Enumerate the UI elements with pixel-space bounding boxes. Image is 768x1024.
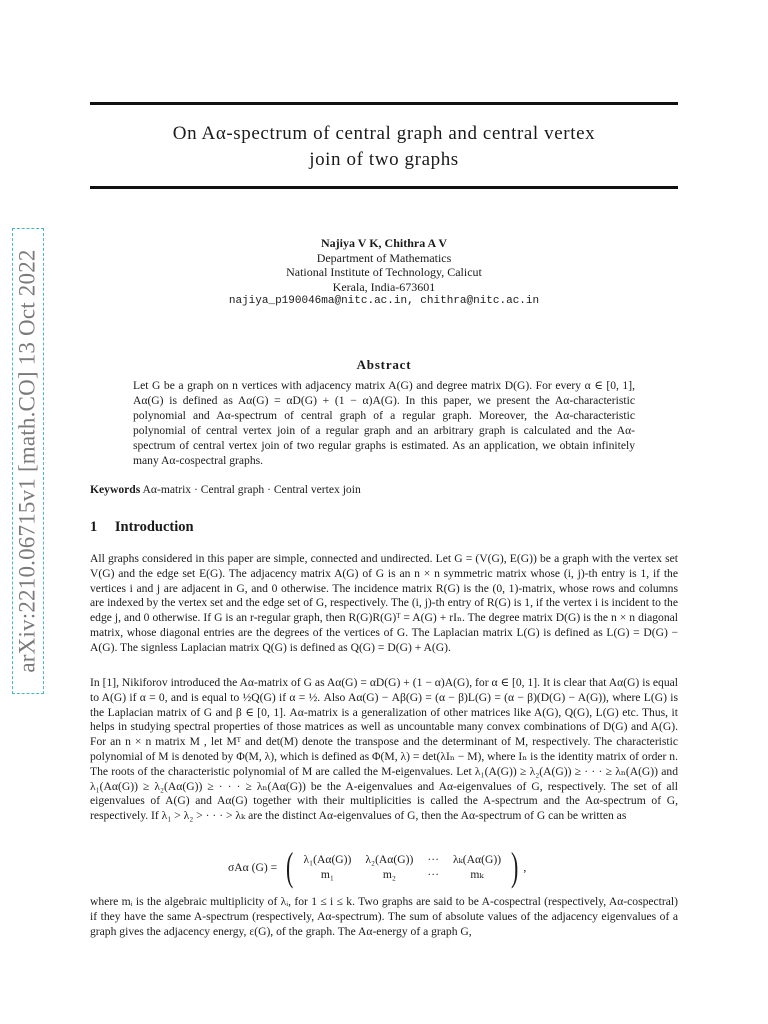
intro-paragraph-3: where mᵢ is the algebraic multiplicity of λᵢ, for 1 ≤ i ≤ k. Two graphs are said to be A-cospectral (respectively, Aα-cospectral) if they have the same A-spectrum (respectively, Aα-spectrum). The sum of absolute values of the adjacency eigenvalues of a graph gives the adjacency energy, ε(G), of the graph. The Aα-energy of a graph G, [90,895,678,938]
abstract-heading: Abstract [356,357,412,372]
keywords-text: Aα-matrix · Central graph · Central vertex join [142,483,361,496]
matrix-cell: ··· [427,853,439,866]
section-heading [90,519,194,536]
title-bottom-rule [90,186,678,189]
title-line-2: join of two graphs [309,149,459,170]
section-number: 1 [90,519,98,535]
author-block [90,236,678,309]
intro-paragraph-1: All graphs considered in this paper are simple, connected and undirected. Let G = (V(G), E(G)) be a graph with the vertex set V(G) and the edge set E(G). The adjacency matrix A(G) of G is an n × n symmetric matrix whose (i, j)-th entry is 1, if the vertices i and j are adjacent in G, and 0 otherwise. The incidence matrix R(G) is the (0, 1)-matrix, whose rows and columns are indexed by the vertex set and the edge set of G, respectively. The (i, j)-th entry of R(G) is 1, if the vertex i is incident to the edge j, and 0 otherwise. If G is an r-regular graph, then R(G)R(G)ᵀ = A(G) + rIₙ. The degree matrix D(G) is the n × n diagonal matrix, whose diagonal entries are the degrees of the vertices of G. The Laplacian matrix L(G) is defined as L(G) = D(G) − A(G). The signless Laplacian matrix Q(G) is defined as Q(G) = D(G) + A(G). [90,552,678,654]
title-top-rule [90,102,678,105]
matrix-cell: ··· [427,868,439,881]
title-line-1: On Aα-spectrum of central graph and central vertex [172,123,596,144]
spectrum-equation [228,844,527,889]
paper-title [90,121,678,173]
author-emails: najiya_p190046ma@nitc.ac.in, chithra@nitc.ac.in [228,295,540,307]
spectrum-matrix [296,852,508,882]
author-institute: National Institute of Technology, Calicut [286,265,482,279]
matrix-cell: mₖ [470,868,484,881]
keywords-label: Keywords [90,483,141,496]
abstract-text: Let G be a graph on n vertices with adjacency matrix A(G) and degree matrix D(G). For every α ∈ [0, 1], Aα(G) is defined as Aα(G) = αD(G) + (1 − α)A(G). In this paper, we present the Aα-characteristic polynomial and Aα-spectrum of central graph of a regular graph. Moreover, the Aα-characteristic polynomial of central vertex join of a regular graph and an arbitrary graph is calculated and the Aα-spectrum of central vertex join of two regular graphs is estimated. As an application, we obtain infinitely many Aα-cospectral graphs. [133,379,635,467]
matrix-cell: m₂ [382,868,396,881]
matrix-cell: λₖ(Aα(G)) [452,853,502,866]
keywords-line [90,483,361,496]
matrix-cell: λ₁(Aα(G)) [303,853,352,866]
equation-tail: , [523,860,527,874]
matrix-cell: m₁ [320,868,334,881]
section-title: Introduction [114,519,194,535]
left-paren: ( [286,844,294,889]
author-department: Department of Mathematics [316,250,452,265]
intro-paragraph-2: In [1], Nikiforov introduced the Aα-matrix of G as Aα(G) = αD(G) + (1 − α)A(G), for α ∈ [0, 1]. It is clear that Aα(G) is equal to A(G) if α = 0, and is equal to ½Q(G) if α = ½. Also Aα(G) − Aβ(G) = (α − β)L(G) = (α − β)(D(G) − A(G)), where L(G) is the Laplacian matrix of G and β ∈ [0, 1]. Aα-matrix is a generalization of other matrices like A(G), Q(G), L(G) etc. Thus, it helps in studying spectral properties of those matrices as well as uncountable many convex combinations of D(G) and A(G). For an n × n matrix M , let Mᵀ and det(M) denote the transpose and the determinant of M, respectively. The characteristic polynomial of M is denoted by Φ(M, λ), which is defined as Φ(M, λ) = det(λIₙ − M), where Iₙ is the identity matrix of order n. The roots of the characteristic polynomial of M are called the M-eigenvalues. Let λ₁(A(G)) ≥ λ₂(A(G)) ≥ · · · ≥ λₙ(A(G)) and λ₁(Aα(G)) ≥ λ₂(Aα(G)) ≥ · · · ≥ λₙ(Aα(G)) be the A-eigenvalues and Aα-eigenvalues of G, respectively. The set of all eigenvalues of A(G) and Aα(G) together with their multiplicities is called the A-spectrum and the Aα-spectrum of G, respectively. If λ₁ > λ₂ > · · · > λₖ are the distinct Aα-eigenvalues of G, then the Aα-spectrum of G can be written as [90,676,678,823]
equation-lhs: σAα (G) = [228,860,278,874]
arxiv-side-stamp [12,228,44,694]
author-location: Kerala, India-673601 [332,279,436,294]
matrix-cell: λ₂(Aα(G)) [365,853,414,866]
right-paren: ) [511,844,519,889]
author-names: Najiya V K, Chithra A V [320,236,448,250]
arxiv-id-text: arXiv:2210.06715v1 [math.CO] 13 Oct 2022 [15,249,41,673]
